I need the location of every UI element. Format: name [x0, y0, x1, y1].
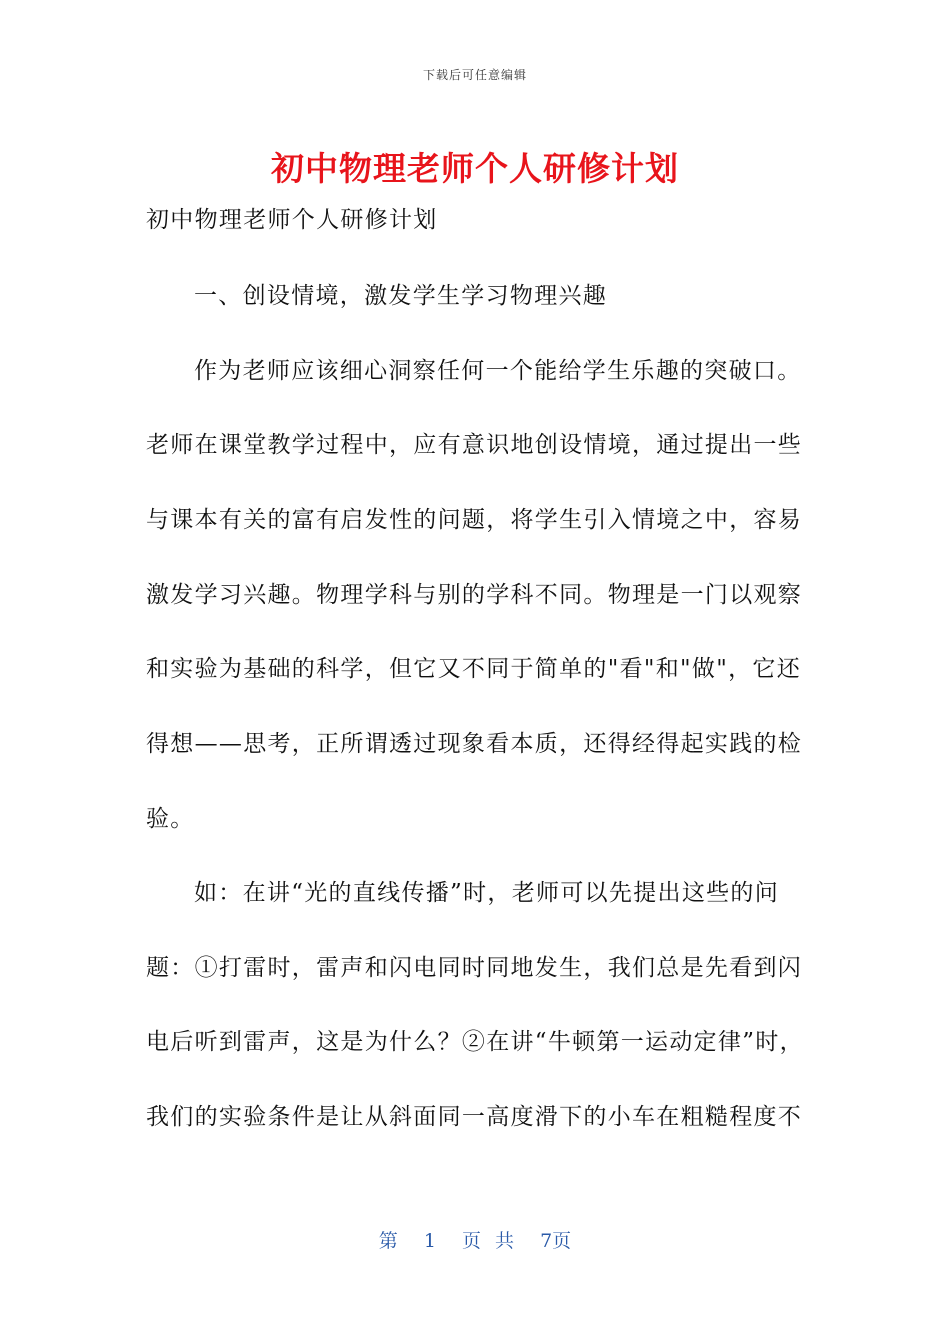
paragraph-line: 电后听到雷声，这是为什么？②在讲“牛顿第一运动定律”时，: [146, 1029, 804, 1055]
page-footer: [0, 1226, 950, 1253]
document-title: 初中物理老师个人研修计划: [271, 149, 679, 188]
current-page-number: 1: [423, 1230, 436, 1252]
paragraph-line: 老师在课堂教学过程中，应有意识地创设情境，通过提出一些: [146, 432, 803, 458]
doc-subtitle-line: 初中物理老师个人研修计划: [146, 207, 438, 233]
page-label-mid: 页 共: [462, 1230, 515, 1252]
total-pages: 7页: [540, 1230, 572, 1252]
paragraph-line: 验。: [146, 806, 195, 832]
paragraph-line: 与课本有关的富有启发性的问题，将学生引入情境之中，容易: [146, 507, 803, 533]
paragraph-line: 如：在讲“光的直线传播”时，老师可以先提出这些的问: [194, 880, 780, 906]
paragraph-line: 题：①打雷时，雷声和闪电同时同地发生，我们总是先看到闪: [146, 955, 803, 981]
header-note: 下载后可任意编辑: [422, 68, 527, 82]
paragraph-line: 我们的实验条件是让从斜面同一高度滑下的小车在粗糙程度不: [146, 1104, 803, 1130]
section-heading-1: 一、创设情境，激发学生学习物理兴趣: [194, 283, 608, 309]
paragraph-line: 得想——思考，正所谓透过现象看本质，还得经得起实践的检: [146, 731, 803, 757]
paragraph-line: 和实验为基础的科学，但它又不同于简单的"看"和"做"，它还: [146, 656, 802, 682]
paragraph-line: 激发学习兴趣。物理学科与别的学科不同。物理是一门以观察: [146, 582, 803, 608]
paragraph-line: 作为老师应该细心洞察任何一个能给学生乐趣的突破口。: [194, 358, 802, 384]
page-label-prefix: 第: [378, 1230, 398, 1252]
